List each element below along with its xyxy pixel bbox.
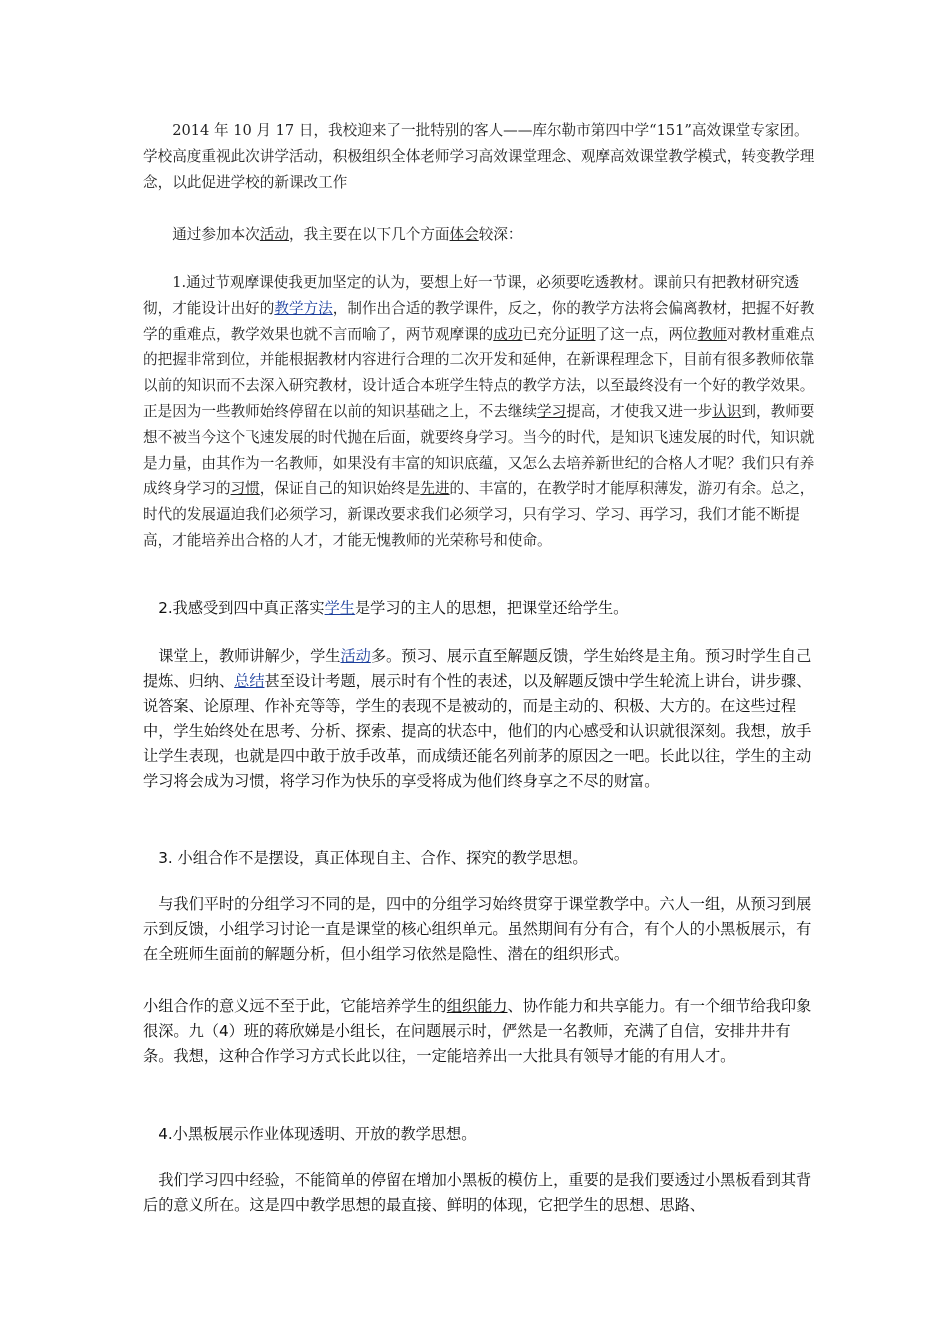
point-3-body-1	[143, 892, 819, 967]
text-run: 、协作能力和共享能力。有一个细节给我印象很深。九（4）班的蒋欣娣是小组长，在问题展示时，俨然是一名教师，充满了自信，安排井井有条。我想，这种合作学习方式长此以往，一定能培养出一大批具有领导才能的有用人才。	[143, 997, 812, 1065]
text-run: 2014 年 10 月 17 日，我校迎来了一批特别的客人——库尔勒市第四中学“151”高效课堂专家团。学校高度重视此次讲学活动，积极组织全体老师学习高效课堂理念、观摩高效课堂教学模式，转变教学理念，以此促进学校的新课改工作	[143, 122, 815, 191]
text-run: 课堂上，教师讲解少，学生	[143, 647, 341, 665]
point-4-heading	[143, 1122, 819, 1147]
inline-link[interactable]: 学生	[324, 599, 355, 617]
underlined-term: 学习	[537, 402, 567, 420]
text-run: 小组合作的意义远不至于此，它能培养学生的	[143, 997, 447, 1015]
point-4-body	[143, 1168, 819, 1218]
text-run: 通过参加本次	[143, 226, 260, 243]
point-2-body	[143, 644, 819, 794]
point-3-body-2	[143, 994, 819, 1069]
underlined-term: 先进	[420, 480, 450, 498]
text-run: 2.我感受到四中真正落实	[143, 599, 325, 617]
text-run: 是学习的主人的思想，把课堂还给学生。	[354, 599, 629, 617]
text-run: 已充分	[522, 325, 567, 343]
text-run: 对教材重难点的把握非常到位，并能根据教材内容进行合理的二次开发和延伸，在新课程理念下，目前有很多教师依靠以前的知识而不去深入研究教材，设计适合本班学生特点的教学方法，以至最终没有一个好的教学效果。正是因为一些教师始终停留在以前的知识基础之上，不去继续	[143, 325, 815, 420]
text-run: ，我主要在以下几个方面	[288, 226, 450, 243]
underlined-term: 活动	[259, 226, 289, 243]
underlined-term: 体会	[449, 226, 479, 243]
underlined-term: 认识	[712, 402, 742, 420]
text-run: 较深：	[478, 226, 523, 243]
text-run: ，制作出合适的教学课件，反之，你的教学方法将会偏离教材，把握不好教学的重难点，教学效果也就不言而喻了，两节观摩课的	[143, 299, 815, 343]
point-2-heading	[143, 596, 819, 621]
text-run: 了这一点，两位	[595, 325, 698, 343]
text-run: 多。预习、展示直至解题反馈，学生始终是主角。预习时学生自己提炼、归纳、	[143, 647, 812, 690]
text-run: ，保证自己的知识始终是	[259, 480, 421, 498]
lead-paragraph	[143, 222, 819, 248]
underlined-term: 教师	[697, 325, 727, 343]
text-run: 与我们平时的分组学习不同的是，四中的分组学习始终贯穿于课堂教学中。六人一组，从预习到展示到反馈，小组学习讨论一直是课堂的核心组织单元。虽然期间有分有合，有个人的小黑板展示，有在全班师生面前的解题分析，但小组学习依然是隐性、潜在的组织形式。	[143, 895, 812, 963]
point-3-heading	[143, 846, 819, 871]
text-run: 4.小黑板展示作业体现透明、开放的教学思想。	[143, 1125, 477, 1143]
underlined-term: 成功	[493, 325, 523, 343]
text-run: 的、丰富的，在教学时才能厚积薄发，游刃有余。总之，时代的发展逼迫我们必须学习，新课改要求我们必须学习，只有学习、学习、再学习，我们才能不断提高，才能培养出合格的人才，才能无愧教师的光荣称号和使命。	[143, 480, 815, 549]
point-1-paragraph	[143, 270, 819, 554]
text-run: 提高，才使我又进一步	[566, 402, 713, 420]
text-run: 到，教师要想不被当今这个飞速发展的时代抛在后面，就要终身学习。当今的时代，是知识飞速发展的时代，知识就是力量，由其作为一名教师，如果没有丰富的知识底蕴，又怎么去培养新世纪的合格人才呢？我们只有养成终身学习的	[143, 402, 815, 498]
inline-link[interactable]: 总结	[234, 672, 265, 690]
underlined-term: 组织能力	[446, 997, 508, 1015]
inline-link[interactable]: 活动	[340, 647, 371, 665]
intro-paragraph	[143, 118, 819, 195]
text-run: 1.通过节观摩课使我更加坚定的认为，要想上好一节课，必须要吃透教材。课前只有把教材研究透彻，才能设计出好的	[143, 274, 800, 317]
text-run: 3. 小组合作不是摆设，真正体现自主、合作、探究的教学思想。	[143, 849, 588, 867]
text-run: 甚至设计考题，展示时有个性的表述，以及解题反馈中学生轮流上讲台，讲步骤、说答案、论原理、作补充等等，学生的表现不是被动的，而是主动的、积极、大方的。在这些过程中，学生始终处在思考、分析、探索、提高的状态中，他们的内心感受和认识就很深刻。我想，放手让学生表现，也就是四中敢于放手改革，而成绩还能名列前茅的原因之一吧。长此以往，学生的主动学习将会成为习惯，将学习作为快乐的享受将成为他们终身享之不尽的财富。	[143, 672, 812, 790]
text-run: 我们学习四中经验，不能简单的停留在增加小黑板的模仿上，重要的是我们要透过小黑板看到其背后的意义所在。这是四中教学思想的最直接、鲜明的体现，它把学生的思想、思路、	[143, 1171, 812, 1214]
underlined-term: 证明	[566, 325, 596, 343]
underlined-term: 习惯	[230, 480, 260, 498]
inline-link[interactable]: 教学方法	[274, 299, 333, 317]
